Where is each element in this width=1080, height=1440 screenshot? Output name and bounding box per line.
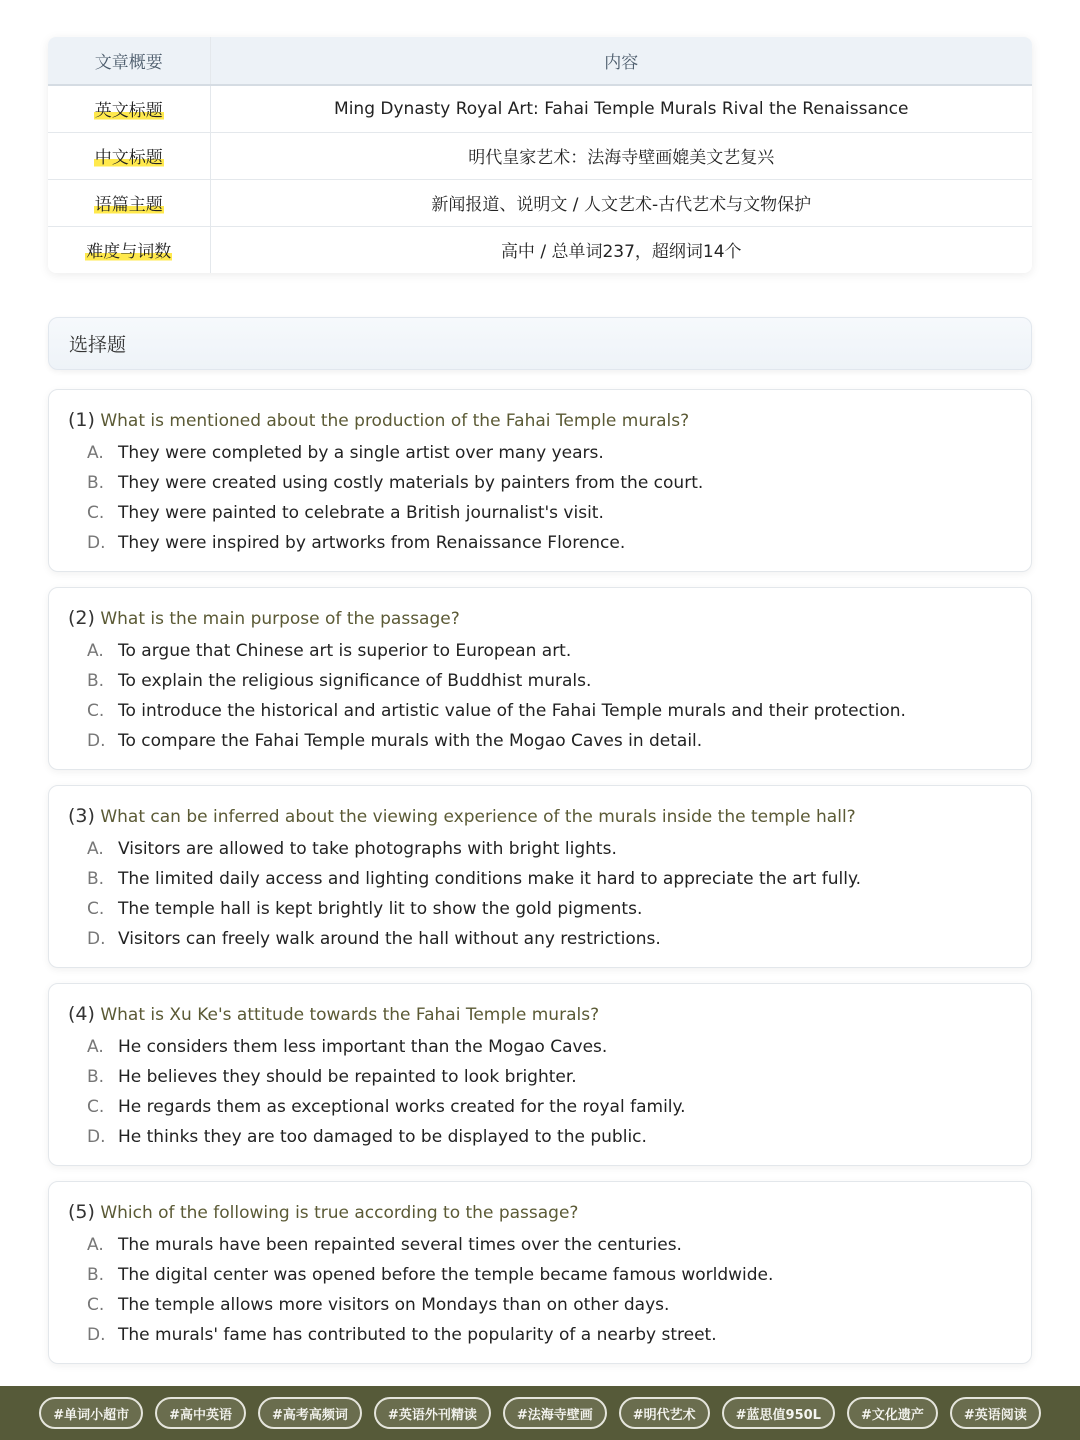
summary-row-label [48,85,210,132]
option-letter: D. [87,1325,106,1345]
option-text: They were created using costly materials by painters from the court. [118,473,704,493]
summary-row-english-title [48,85,1032,132]
option-a[interactable] [68,834,1011,864]
option-text: The murals have been repainted several times over the centuries. [118,1235,682,1255]
option-letter: D. [87,929,106,949]
question-number: (5) [68,1201,95,1223]
option-letter: D. [87,1127,106,1147]
option-text: The murals' fame has contributed to the popularity of a nearby street. [118,1325,717,1345]
question-number: (1) [68,409,95,431]
option-letter: B. [87,869,105,889]
question-stem [68,1001,1011,1027]
question-number: (4) [68,1003,95,1025]
question-text: Which of the following is true according to the passage? [100,1203,579,1223]
option-letter: A. [87,443,104,463]
option-text: To introduce the historical and artistic value of the Fahai Temple murals and their protection. [118,701,906,721]
option-b[interactable] [68,864,1011,894]
option-a[interactable] [68,636,1011,666]
option-d[interactable] [68,528,1011,558]
option-a[interactable] [68,1230,1011,1260]
hashtag[interactable]: #英语外刊精读 [374,1397,491,1429]
question-card-4 [48,983,1032,1166]
question-stem [68,803,1011,829]
option-b[interactable] [68,666,1011,696]
question-card-3 [48,785,1032,968]
option-letter: A. [87,1235,104,1255]
option-a[interactable] [68,438,1011,468]
hashtag[interactable]: #明代艺术 [619,1397,710,1429]
tag-bar [0,1386,1080,1440]
hashtag[interactable]: #高考高频词 [258,1397,362,1429]
question-card-5 [48,1181,1032,1364]
option-letter: D. [87,731,106,751]
question-number: (2) [68,607,95,629]
option-text: They were inspired by artworks from Renaissance Florence. [118,533,626,553]
summary-header-row [48,37,1032,85]
summary-row-difficulty [48,226,1032,273]
question-card-1 [48,389,1032,572]
question-stem [68,407,1011,433]
option-text: The digital center was opened before the temple became famous worldwide. [118,1265,774,1285]
option-letter: C. [87,1097,105,1117]
question-text: What is mentioned about the production of the Fahai Temple murals? [100,411,690,431]
option-a[interactable] [68,1032,1011,1062]
row-label-text: 语篇主题 [94,195,163,215]
option-letter: C. [87,701,105,721]
hashtag[interactable]: #英语阅读 [950,1397,1041,1429]
question-stem [68,605,1011,631]
option-text: He regards them as exceptional works created for the royal family. [118,1097,686,1117]
option-text: The temple hall is kept brightly lit to show the gold pigments. [118,899,643,919]
question-text: What is the main purpose of the passage? [100,609,460,629]
option-text: To explain the religious significance of Buddhist murals. [118,671,592,691]
option-b[interactable] [68,468,1011,498]
option-text: Visitors are allowed to take photographs with bright lights. [118,839,617,859]
section-title: 选择题 [48,317,1032,370]
summary-row-label [48,179,210,226]
option-d[interactable] [68,924,1011,954]
option-text: They were painted to celebrate a British journalist's visit. [118,503,604,523]
option-text: He thinks they are too damaged to be displayed to the public. [118,1127,647,1147]
summary-row-value: Ming Dynasty Royal Art: Fahai Temple Murals Rival the Renaissance [210,85,1032,132]
hashtag[interactable]: #文化遗产 [847,1397,938,1429]
option-text: The limited daily access and lighting conditions make it hard to appreciate the art fully. [118,869,862,889]
summary-row-label [48,132,210,179]
hashtag[interactable]: #单词小超市 [39,1397,143,1429]
option-b[interactable] [68,1062,1011,1092]
option-text: To argue that Chinese art is superior to European art. [118,641,572,661]
option-c[interactable] [68,1290,1011,1320]
option-letter: B. [87,473,105,493]
question-card-2 [48,587,1032,770]
article-summary-table [48,37,1032,273]
option-letter: C. [87,899,105,919]
option-letter: B. [87,1265,105,1285]
question-stem [68,1199,1011,1225]
summary-row-label [48,226,210,273]
hashtag[interactable]: #蓝思值950L [722,1397,835,1429]
summary-row-value: 明代皇家艺术：法海寺壁画媲美文艺复兴 [210,132,1032,179]
hashtag[interactable]: #高中英语 [155,1397,246,1429]
question-text: What is Xu Ke's attitude towards the Fahai Temple murals? [100,1005,600,1025]
option-c[interactable] [68,498,1011,528]
option-text: The temple allows more visitors on Mondays than on other days. [118,1295,670,1315]
row-label-text: 英文标题 [94,101,163,122]
option-d[interactable] [68,726,1011,756]
hashtag[interactable]: #法海寺壁画 [503,1397,607,1429]
option-text: He considers them less important than the Mogao Caves. [118,1037,608,1057]
option-letter: D. [87,533,106,553]
summary-row-value: 高中 / 总单词237，超纲词14个 [500,242,742,263]
option-letter: A. [87,839,104,859]
option-d[interactable] [68,1320,1011,1350]
option-c[interactable] [68,894,1011,924]
row-label-text: 难度与词数 [86,242,172,263]
option-letter: B. [87,671,105,691]
summary-row-value: 新闻报道、说明文 / 人文艺术-古代艺术与文物保护 [210,179,1032,226]
option-c[interactable] [68,696,1011,726]
option-text: He believes they should be repainted to look brighter. [118,1067,577,1087]
option-text: They were completed by a single artist over many years. [118,443,604,463]
summary-row-chinese-title [48,132,1032,179]
option-letter: A. [87,641,104,661]
option-letter: C. [87,503,105,523]
option-b[interactable] [68,1260,1011,1290]
option-text: Visitors can freely walk around the hall without any restrictions. [118,929,661,949]
question-number: (3) [68,805,95,827]
option-text: To compare the Fahai Temple murals with the Mogao Caves in detail. [118,731,703,751]
summary-header-content: 内容 [210,37,1032,85]
row-label-text: 中文标题 [94,148,163,168]
question-text: What can be inferred about the viewing experience of the murals inside the temple hall? [100,807,856,827]
option-c[interactable] [68,1092,1011,1122]
summary-row-topic [48,179,1032,226]
option-d[interactable] [68,1122,1011,1152]
option-letter: A. [87,1037,104,1057]
option-letter: C. [87,1295,105,1315]
summary-header-label: 文章概要 [48,37,210,85]
option-letter: B. [87,1067,105,1087]
